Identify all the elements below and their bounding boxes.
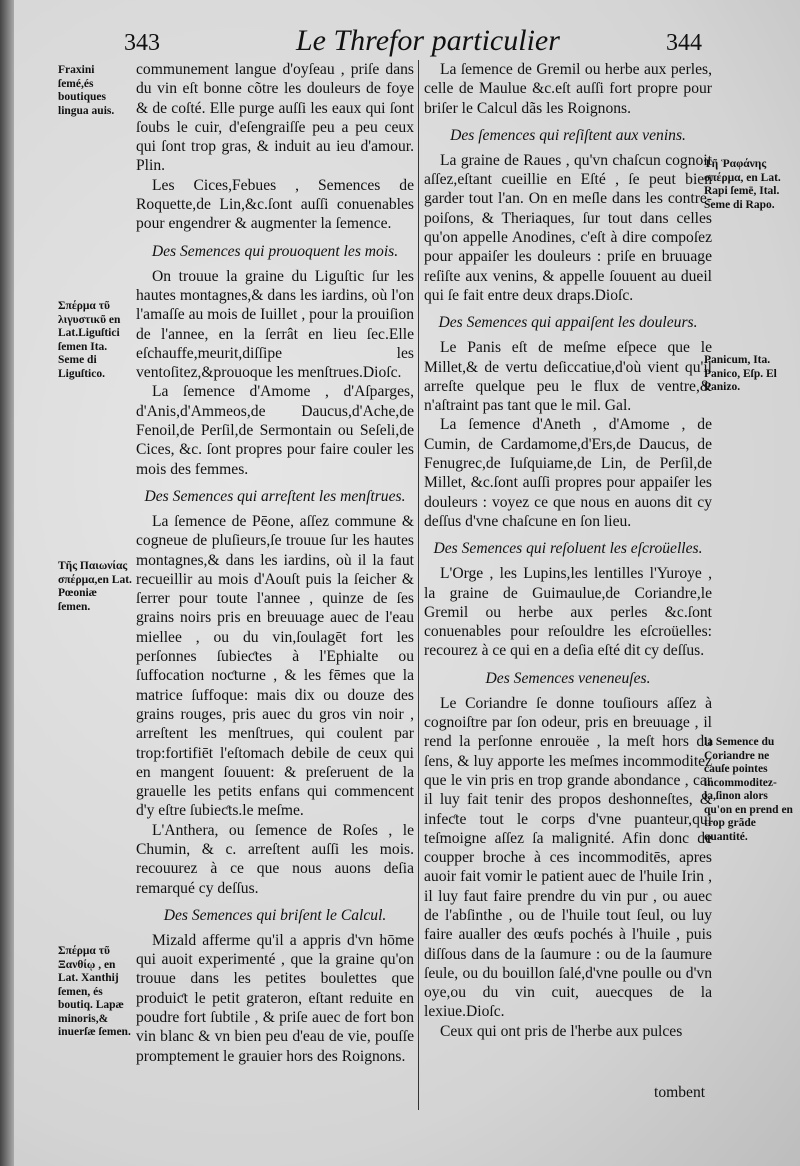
left-paragraph: La ſemence de Pēone, aſſez commune & cogneue de pluſieurs,ſe trouue ſur les hautes montagnes,& dans les iardins, où il la faut recueillir au mois d'Aouſt puis la ſeicher & ſerrer pour toute l'annee , quinze de ſes grains noirs pris en breuuage auec de l'eau mielleе , ou du vin,ſoulagēt fort les perſonnes ſubieƈtes à l'Ephialte ou ſuffocation noƈturne , & les fēmes que la matrice ſuffoque: mais dix ou douze des grains rouges, pris auec du gros vin noir , arreſtent les menſtrues, qui coulent par trop:fortifiēt l'eſtomach debile de ceux qui en mangent ſouuent: & preſeruent de la grauelle les petits enfans qui commencent d'y eſtre ſubieƈts.le meſme.: [136, 512, 414, 820]
margin-note-paeoniae: Τῆς Παιωνίας σπέρμα,en Lat. Pœoniæ ſemen.: [58, 560, 132, 613]
page-header: [0, 22, 800, 62]
margin-note-panicum: Panicum, Ita. Panico, Eſp. El Panizo.: [704, 354, 777, 393]
right-section-heading: Des Semences qui appaiſent les douleurs.: [438, 314, 698, 332]
right-paragraph: Le Coriandre ſe donne touſiours aſſez à cognoiſtre par ſon odeur, pris en breuuage , il rend la perſonne enrouëe , la meſt hors du ſens, & luy apporte les meſmes incommoditez que le vin pris en trop grande abondance , car il luy fait tenir des propos deshonneſtes, & infeƈte tout le corps d'vne puanteur,qui teſmoigne aſſez ſa malignité. Afin donc de coupper broche à ces incommoditēs, apres auoir fait vomir le patient auec de l'huile Irin , il luy faut faire prendre du vin pur , ou auec de l'abſinthe , ou de l'huile tout ſeul, ou luy faire aualler des œufs pochés à l'huile , puis diſſous dans de la ſaumure : ou de la ſaumure ſeule, ou du bouillon ſalé,d'vne poulle ou d'vn oye,ou du vin cuit, auecques de la lexiue.Dioſc.: [424, 694, 712, 1021]
right-section-heading: Des ſemences qui reſiſtent aux venins.: [450, 126, 686, 144]
left-paragraph: On trouue la graine du Liguſtic ſur les hautes montagnes,& dans les iardins, où l'on l'amaſſe au mois de Iuillet , pour la prouiſion de l'annee, en la ſerrât en lieu ſec.Elle eſchauffe,meurit,diſſipe les ventoſitez,&prouoque les menſtrues.Dioſc.: [136, 267, 414, 382]
left-text-column: [136, 60, 414, 1066]
column-rule: [418, 60, 419, 1110]
margin-note-xanthii: Σπέρμα τῦ Ξανθίῳ , en Lat. Xanthij ſemen, és boutiq. Lapæ minoris,& inuerſæ ſemen.: [58, 945, 131, 1038]
left-paragraph: Mizald afferme qu'il a appris d'vn hōme qui auoit experimenté , que la graine qu'on trouue dans les petites boulettes que produiƈt le petit grateron, eſtant reduite en poudre fort ſubtile , & priſe auec de fort bon vin blanc & vn bien peu d'eau de vie, pouſſe promptement le grauier hors des Roignons.: [136, 931, 414, 1065]
margin-note-coriandre: la Semence du Coriandre ne cauſe pointes incommoditez-la,ſinon alors qu'on en prend en trop grãde quantité.: [704, 736, 793, 843]
margin-note-ligustici: Σπέρμα τῦ λιγυστικῦ en Lat.Liguſtici ſemen Ita. Seme di Liguſtico.: [58, 300, 121, 380]
page-gutter-shadow: [0, 0, 14, 1166]
left-section-heading: Des Semences qui prouoquent les mois.: [151, 242, 399, 260]
right-paragraph: La ſemence d'Aneth , d'Amome , de Cumin, de Cardamome,d'Ers,de Daucus, de Fenugrec,de Iuſquiame,de Lin, de Perſil,de Millet, &c.ſont auſſi propres pour appaiſer les douleurs : voyez ce que nous en auons dit cy deſſus d'vne chaſcune en ſon lieu.: [424, 416, 712, 530]
running-title: Le Threfor particulier: [296, 24, 560, 57]
catchword: tombent: [654, 1084, 706, 1101]
right-section-heading: Des Semences veneneuſes.: [485, 669, 651, 687]
right-text-column: [424, 60, 712, 1041]
left-section-heading: Des Semences qui briſent le Calcul.: [163, 906, 387, 924]
right-paragraph: La ſemence de Gremil ou herbe aux perles, celle de Maulue &c.eſt auſſi fort propre pour briſer le Calcul dãs les Roignons.: [424, 61, 712, 117]
right-paragraph: Le Panis eſt de meſme eſpece que le Millet,& de vertu deſiccatiue,d'où vient qu'il arreſte quelque peu le flux de ventre,& n'aſtraint pas tant que le mil. Gal.: [424, 339, 712, 415]
margin-note-fraxini: Fraxini ſemé,és boutiques lingua auis.: [58, 64, 115, 117]
margin-note-raues: Τῆ Ῥαφάνης σπέρμα, en Lat. Rapi ſemē, Ital. Seme di Rapo.: [704, 158, 781, 211]
left-paragraph: communement langue d'oyſeau , priſe dans du vin eſt bonne cõtre les douleurs de foye & de coſté. Elle purge auſſi les eaux qui ſont ſoubs le cuir, d'eſengraiſſe peu a peu ceux qui ſont trop gras, & induit au ieu d'amour. Plin.: [136, 61, 414, 175]
page-number-left: 343: [124, 30, 160, 56]
right-section-heading: Des Semences qui reſoluent les eſcroüelles.: [433, 540, 703, 558]
left-paragraph: Les Cices,Febues , Semences de Roquette,de Lin,&c.ſont auſſi conuenables pour engendrer & augmenter la ſemence.: [136, 176, 414, 233]
left-paragraph: L'Anthera, ou ſemence de Roſes , le Chumin, & c. arreſtent auſſi les mois. recouurez à ce que nous auons deſia remarqué cy deſſus.: [136, 821, 414, 897]
left-section-heading: Des Semences qui arreſtent les menſtrues.: [144, 487, 406, 505]
left-paragraph: La ſemence d'Amome , d'Aſparges, d'Anis,d'Ammeos,de Daucus,d'Ache,de Fenoil,de Perſil,de Sermontain ou Seſeli,de Cices, &c. ſont propres pour faire couler les mois des femmes.: [136, 383, 414, 478]
right-paragraph: La graine de Raues , qu'vn chaſcun cognoit aſſez,eſtant cueillie en Eſté , ſe peut bien garder tout l'an. On en meſle dans les contre-poiſons, & Theriaques, ſur tout dans celles qu'on appelle Anodines, c'eſt à dire compoſez pour appaiſer les douleurs : priſe en bruuage reſiſte aux venins, & appelle ſouuent au dueil qui ſe fait entre deux draps.Dioſc.: [424, 151, 712, 304]
right-paragraph: L'Orge , les Lupins,les lentilles l'Yuroye , la graine de Guimaulue,de Coriandre,le Gremil ou herbe aux perles &c.ſont conuenables pour reſouldre les eſcroüelles: recourez à ce qui en a deſia eſté dit cy deſſus.: [424, 565, 712, 660]
page-number-right: 344: [666, 30, 702, 56]
right-paragraph: Ceux qui ont pris de l'herbe aux pulces: [440, 1022, 683, 1040]
